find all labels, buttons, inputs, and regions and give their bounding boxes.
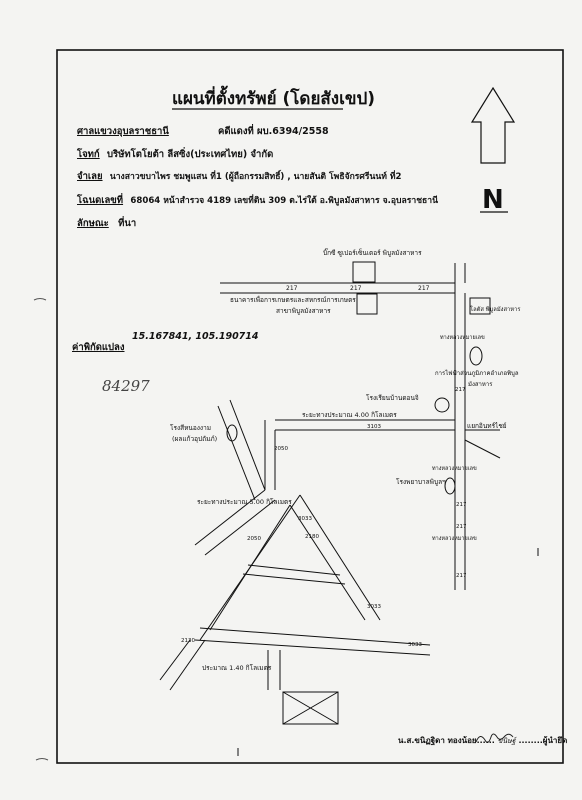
bank-box <box>357 294 377 314</box>
sign-top: ทางหลวงหมายเลข <box>440 335 485 341</box>
signature-prefix: น.ส.ขนิฏฐิดา ทองน้อย...... <box>398 736 495 745</box>
distance-140-label: ประมาณ 1.40 กิโลเมตร <box>202 664 272 672</box>
distance-5-label: ระยะทางประมาณ 5.00 กิโลเมตร <box>197 498 292 506</box>
hospital-label: โรงพยาบาลพิบูลฯ <box>396 478 446 486</box>
type-label: ลักษณะ <box>77 218 109 229</box>
coords-label: ค่าพิกัดแปลง <box>72 342 125 353</box>
road-217-label: 217 <box>456 502 467 508</box>
defendant-label: จำเลย <box>77 171 103 182</box>
road-217-label: 217 <box>418 285 430 292</box>
signature-suffix: ........ผู้นำยึด <box>518 736 568 745</box>
school-circle <box>435 398 449 412</box>
market-label: บิ๊กซี ซูเปอร์เซ็นเตอร์ พิบูลมังสาหาร <box>323 249 422 257</box>
signature-scribble: ขนิษฐ์ <box>497 737 516 745</box>
lotus-label: โลตัส พิบูลมังสาหาร <box>470 307 521 313</box>
deed-label: โฉนดเลขที่ <box>77 195 124 206</box>
road-2180-label: 2180 <box>305 534 319 540</box>
road-3033-label: 3033 <box>298 516 312 522</box>
road-217-label: 217 <box>455 387 466 393</box>
distance-4-label: ระยะทางประมาณ 4.00 กิโลเมตร <box>302 411 397 419</box>
north-letter: N <box>482 185 504 215</box>
market-box <box>353 262 375 282</box>
bank-label-2: สาขาพิบูลมังสาหาร <box>276 307 331 315</box>
road-3033c-label: 3033 <box>408 642 422 648</box>
north-arrow-icon <box>472 88 514 163</box>
plaintiff-label: โจทก์ <box>77 149 100 160</box>
court-name: ศาลแขวงอุบลราชธานี <box>77 126 169 137</box>
road-3103-label: 3103 <box>367 424 381 430</box>
road-3033b-label: 3033 <box>367 604 381 610</box>
road-2050-label: 2050 <box>274 446 288 452</box>
road-217-label: 217 <box>350 285 362 292</box>
electric-oval <box>470 347 482 365</box>
rice-mill-label-2: (ผลแก้วอุปถัมภ์) <box>172 435 218 443</box>
road-217-label: 217 <box>456 573 467 579</box>
road-2050b-label: 2050 <box>247 536 261 542</box>
rice-mill-label-1: โรงสีหนองงาม <box>170 424 212 432</box>
coords-value: 15.167841, 105.190714 <box>132 331 259 342</box>
electric-label-2: มังสาหาร <box>468 381 493 388</box>
sign-mid: ทางหลวงหมายเลข <box>432 466 477 472</box>
deed-value: 68064 หน้าสำรวจ 4189 เลขที่ดิน 309 ต.ไร่ใต้ อ.พิบูลมังสาหาร จ.อุบลราชธานี <box>130 196 438 206</box>
hospital-oval <box>445 478 455 494</box>
electric-label-1: การไฟฟ้าส่วนภูมิภาคอำเภอพิบูล <box>435 370 519 377</box>
plaintiff-value: บริษัทโตโยต้า ลีสซิ่ง(ประเทศไทย) จำกัด <box>107 149 274 160</box>
road-2130-label: 2130 <box>181 638 195 644</box>
case-number: คดีแดงที่ ผบ.6394/2558 <box>218 126 329 137</box>
type-value: ที่นา <box>118 218 137 229</box>
bank-label-1: ธนาคารเพื่อการเกษตรและสหกรณ์การเกษตร <box>230 296 356 304</box>
intersection-label: แยกอินทร์ไชย์ <box>467 422 507 430</box>
school-label: โรงเรียนบ้านดอนจิ <box>366 394 419 402</box>
defendant-value: นางสาวขบาไพร ชมพูแสน ที่1 (ผู้ถือกรรมสิทธิ์) , นายสันติ โพธิจักรศรีนนท์ ที่2 <box>109 172 402 182</box>
handwritten-number: 84297 <box>102 377 150 395</box>
sign-low: ทางหลวงหมายเลข <box>432 536 477 542</box>
road-217-label: 217 <box>286 285 298 292</box>
punch-mark <box>36 759 48 761</box>
road-217-label: 217 <box>456 524 467 530</box>
punch-mark <box>34 299 46 301</box>
page-title: แผนที่ตั้งทรัพย์ (โดยสังเขป) <box>172 89 376 109</box>
